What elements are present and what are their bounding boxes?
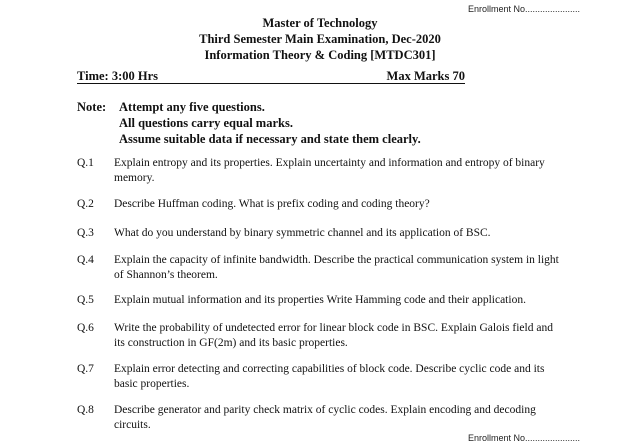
question-number: Q.7 [77,363,94,375]
question-number: Q.2 [77,198,94,210]
question-number: Q.3 [77,227,94,239]
enrollment-number-bottom: Enrollment No...................... [467,433,580,443]
question-number: Q.4 [77,254,94,266]
note-line: All questions carry equal marks. [119,116,293,130]
program-title: Master of Technology [262,16,378,30]
question-text: Explain the capacity of infinite bandwidth. Describe the practical communication system in light of Shannon’s theorem. [114,254,559,281]
question-text: Write the probability of undetected error for linear block code in BSC. Explain Galois field and its construction in GF(2m) and its basic properties. [114,322,553,349]
time-label: Time: 3:00 Hrs [77,69,159,83]
note-label: Note: [77,100,107,114]
question-number: Q.8 [77,404,94,416]
question-number: Q.5 [77,294,94,306]
note-line: Attempt any five questions. [119,100,265,114]
question-number: Q.6 [77,322,94,334]
exam-meta-row [77,69,465,84]
exam-title: Third Semester Main Examination, Dec-2020 [199,32,441,46]
max-marks-label: Max Marks 70 [386,69,465,83]
question-text: What do you understand by binary symmetric channel and its application of BSC. [114,227,491,239]
question-text: Explain error detecting and correcting capabilities of block code. Describe cyclic code and its basic properties. [114,363,545,390]
question-number: Q.1 [77,157,94,169]
note-line: Assume suitable data if necessary and state them clearly. [119,132,421,146]
course-title: Information Theory & Coding [MTDC301] [204,48,436,62]
question-text: Describe Huffman coding. What is prefix coding and coding theory? [114,198,430,210]
question-text: Describe generator and parity check matrix of cyclic codes. Explain encoding and decoding circuits. [114,404,536,431]
enrollment-number-top: Enrollment No...................... [467,4,580,14]
question-text: Explain mutual information and its properties Write Hamming code and their application. [114,294,526,306]
question-text: Explain entropy and its properties. Explain uncertainty and information and entropy of binary memory. [114,157,545,184]
